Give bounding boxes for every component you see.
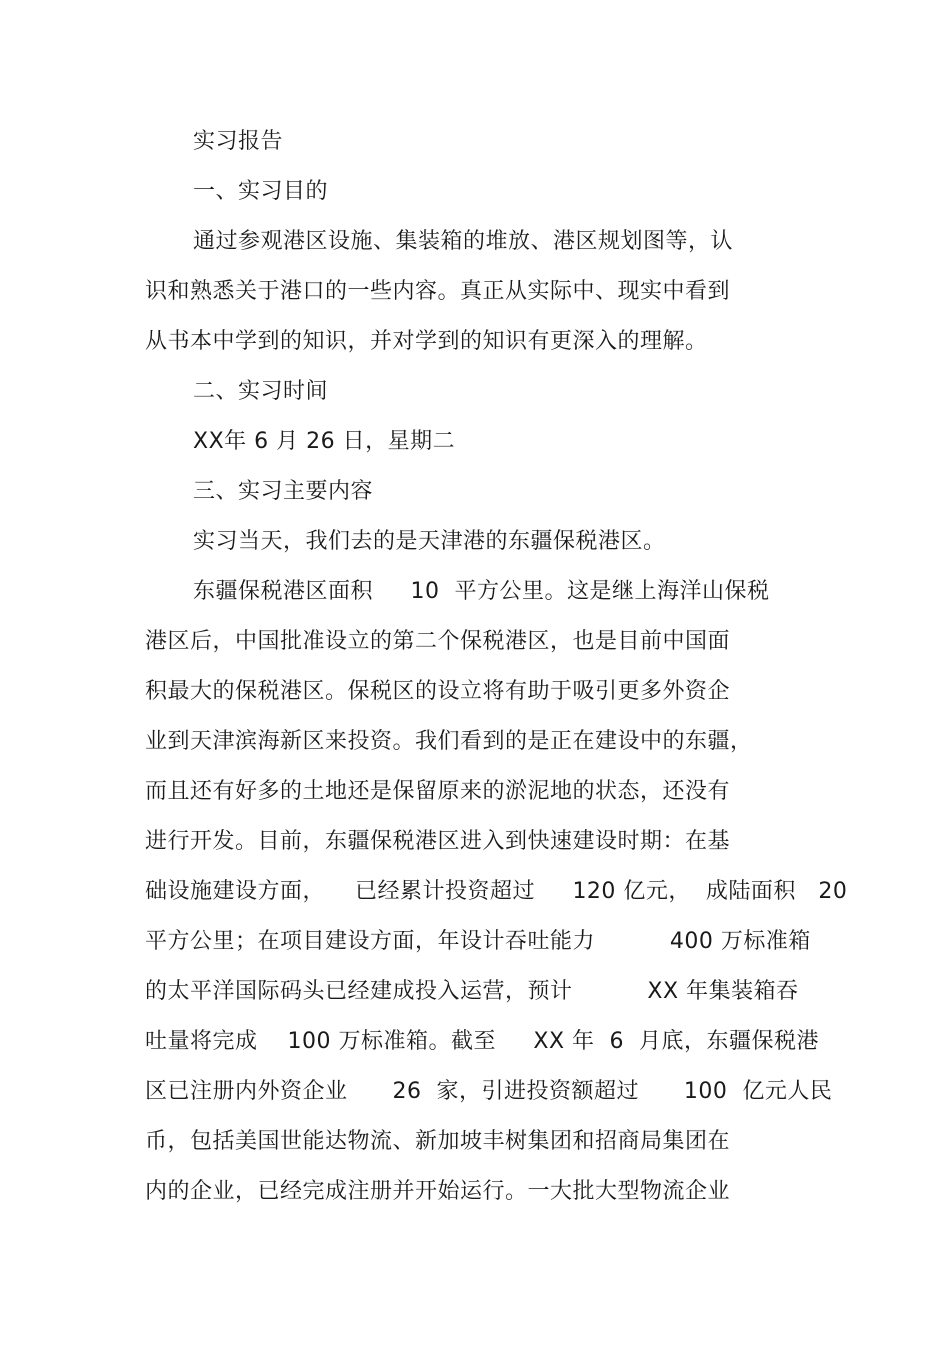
section-heading-purpose: 一、实习目的 — [193, 179, 329, 204]
paragraph-line: 从书本中学到的知识，并对学到的知识有更深入的理解。 — [145, 329, 708, 354]
paragraph-line: 实习当天，我们去的是天津港的东疆保税港区。 — [193, 529, 666, 554]
paragraph-line: 吐量将完成 100 万标准箱。截至 XX 年 6 月底，东疆保税港 — [145, 1029, 820, 1054]
section-heading-content: 三、实习主要内容 — [193, 479, 374, 504]
paragraph-line: 通过参观港区设施、集装箱的堆放、港区规划图等，认 — [193, 229, 734, 254]
paragraph-line: 平方公里；在项目建设方面，年设计吞吐能力 400 万标准箱 — [145, 929, 811, 954]
section-heading-time: 二、实习时间 — [193, 379, 329, 404]
paragraph-line: 积最大的保税港区。保税区的设立将有助于吸引更多外资企 — [145, 679, 731, 704]
paragraph-line: 港区后，中国批准设立的第二个保税港区，也是目前中国面 — [145, 629, 731, 654]
paragraph-line: 东疆保税港区面积 10 平方公里。这是继上海洋山保税 — [193, 579, 770, 604]
paragraph-line: 区已注册内外资企业 26 家，引进投资额超过 100 亿元人民 — [145, 1079, 833, 1104]
paragraph-line: 的太平洋国际码头已经建成投入运营，预计 XX 年集装箱吞 — [145, 979, 799, 1004]
paragraph-line: 内的企业，已经完成注册并开始运行。一大批大型物流企业 — [145, 1179, 731, 1204]
paragraph-line: 进行开发。目前，东疆保税港区进入到快速建设时期：在基 — [145, 829, 731, 854]
paragraph-line: 而且还有好多的土地还是保留原来的淤泥地的状态，还没有 — [145, 779, 731, 804]
paragraph-line: 业到天津滨海新区来投资。我们看到的是正在建设中的东疆， — [145, 729, 753, 754]
paragraph-line: 识和熟悉关于港口的一些内容。真正从实际中、现实中看到 — [145, 279, 731, 304]
paragraph-line: XX年 6 月 26 日，星期二 — [193, 429, 456, 454]
document-title: 实习报告 — [193, 129, 284, 154]
paragraph-line: 币，包括美国世能达物流、新加坡丰树集团和招商局集团在 — [145, 1129, 731, 1154]
paragraph-line: 础设施建设方面， 已经累计投资超过 120 亿元， 成陆面积 20 — [145, 879, 848, 904]
